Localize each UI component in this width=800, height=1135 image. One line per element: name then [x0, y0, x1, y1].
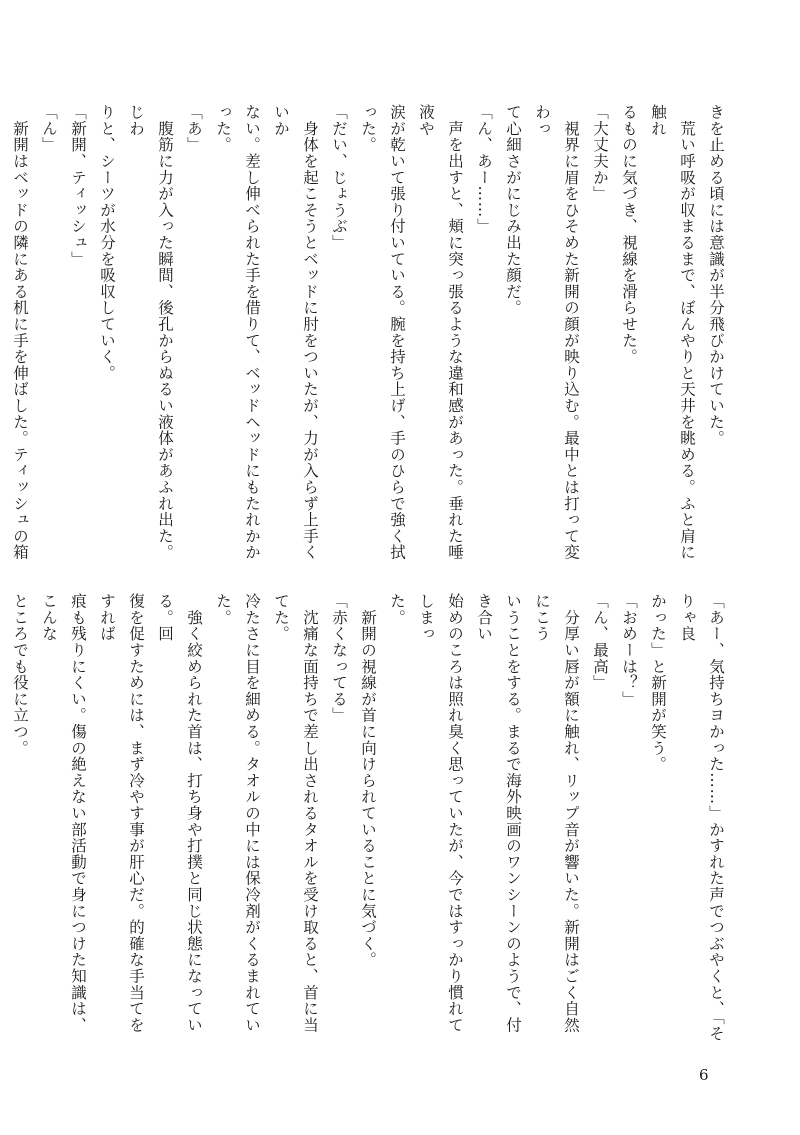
text-line: て心細さがにじみ出た顔だ。 [504, 104, 522, 316]
text-line: 「だい、じょうぶ」 [330, 104, 348, 251]
text-line: 荒い呼吸が収まるまで、ぼんやりと天井を眺める。ふと肩に触れ [649, 104, 696, 561]
text-line: 強く絞められた首は、打ち身や打撲と同じ状態になっている。回 [156, 593, 203, 1034]
text-line: 「あ」 [185, 104, 203, 153]
text-line: 「ん、あー……」 [475, 104, 493, 235]
text-line: 腹筋に力が入った瞬間、後孔からぬるい液体があふれ出た。じわ [127, 104, 174, 561]
text-line: かった」と新開が笑う。 [649, 593, 667, 773]
text-line: いうことをする。まるで海外映画のワンシーンのようで、付き合い [475, 593, 522, 1034]
text-line: 「ん、最高」 [591, 593, 609, 691]
text-line: るものに気づき、視線を滑らせた。 [620, 104, 638, 365]
text-line: 「おめーは？」 [620, 593, 638, 708]
text-line: 「赤くなってる」 [330, 593, 348, 724]
text-line: た。 [388, 593, 406, 626]
text-line: 身体を起こそうとベッドに肘をついたが、力が入らず上手くいか [272, 104, 319, 561]
text-line: 涙が乾いて張り付いている。腕を持ち上げ、手のひらで強く拭った。 [359, 104, 406, 561]
text-line: 新開の視線が首に向けられていることに気づく。 [359, 593, 377, 968]
text-line: 「あー、気持ちヨかった……」かすれた声でつぶやくと、「そりゃ良 [678, 593, 725, 1042]
text-line: ところでも役に立つ。 [11, 593, 29, 756]
page-number: 6 [699, 1066, 709, 1084]
text-line [0, 593, 5, 1043]
text-line: 声を出すと、頬に突っ張るような違和感があった。垂れた唾液や [417, 104, 464, 561]
upper-text-block [11, 104, 730, 574]
text-line: 「大丈夫か」 [591, 104, 609, 202]
text-line: ない。差し伸べられた手を借りて、ベッドヘッドにもたれかかった。 [214, 104, 261, 561]
text-line: 分厚い唇が額に触れ、リップ音が響いた。新開はごく自然にこう [533, 593, 580, 1034]
text-line: 「ん」 [40, 104, 58, 153]
text-line: 始めのころは照れ臭く思っていたが、今ではすっかり慣れてしまっ [417, 593, 464, 1034]
text-line: 復を促すためには、まず冷やす事が肝心だ。的確な手当てをすれば [98, 593, 145, 1034]
text-line: 「新開、ティッシュ」 [69, 104, 87, 267]
text-line: 痕も残りにくい。傷の絶えない部活動で身につけた知識は、こんな [40, 593, 87, 1034]
text-line: 沈痛な面持ちで差し出されるタオルを受け取ると、首に当てた。 [272, 593, 319, 1034]
text-line: 新開はベッドの隣にある机に手を伸ばした。ティッシュの箱 [11, 120, 29, 561]
text-line: りと、シーツが水分を吸収していく。 [98, 104, 116, 382]
text-line: 視界に眉をひそめた新開の顔が映り込む。最中とは打って変わっ [533, 104, 580, 561]
text-line: 冷たさに目を細める。タオルの中には保冷剤がくるまれていた。 [214, 593, 261, 1034]
text-line: きを止める頃には意識が半分飛びかけていた。 [707, 104, 725, 447]
lower-text-block [11, 593, 730, 1043]
